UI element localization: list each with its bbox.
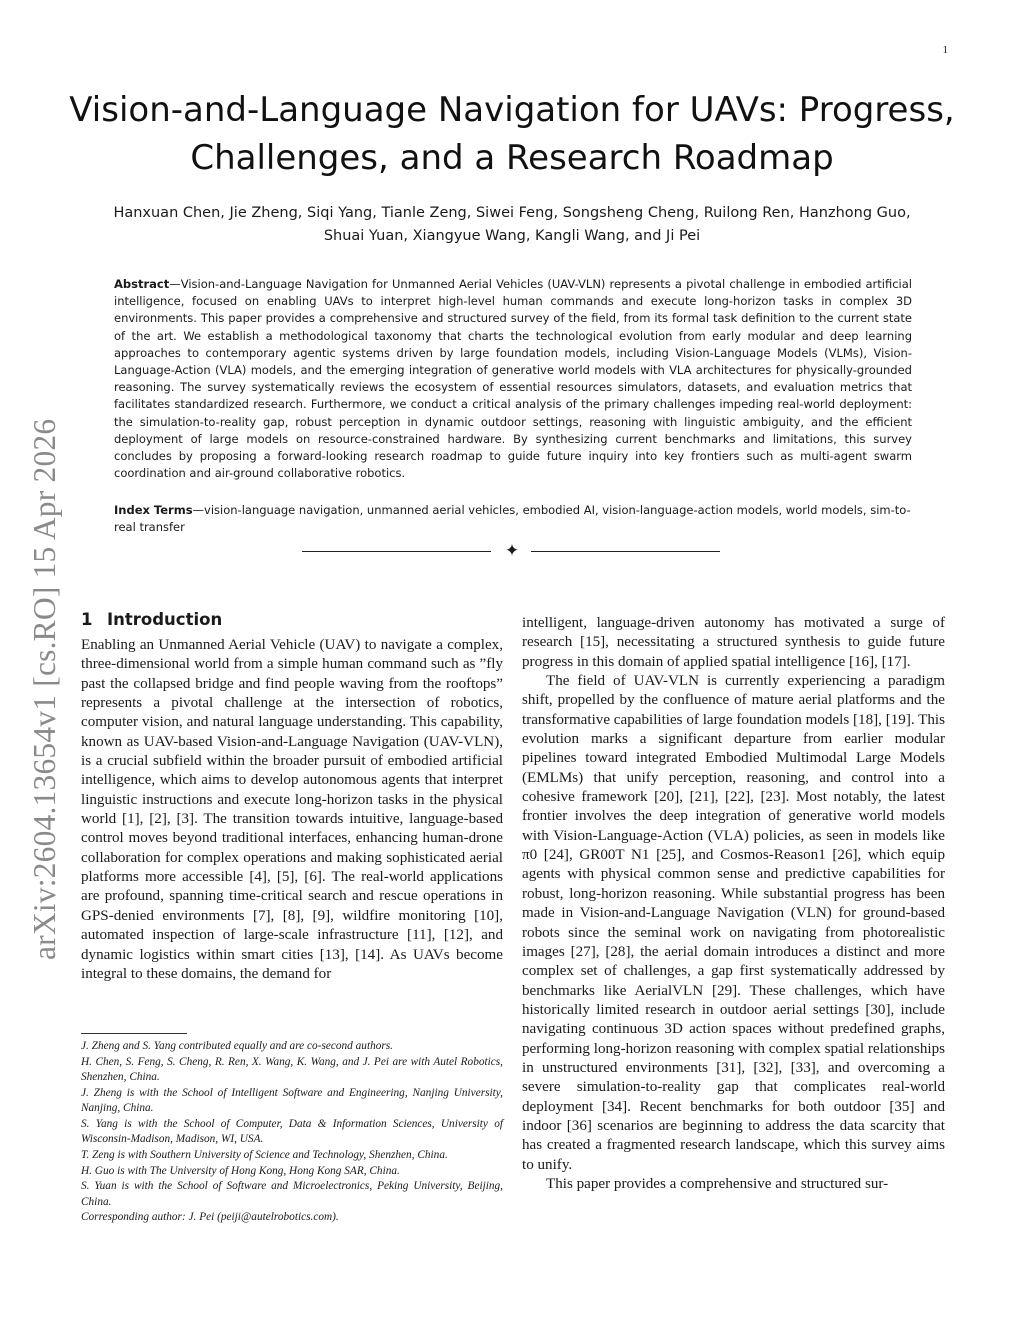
intro-column-right xyxy=(522,614,945,1194)
footnotes xyxy=(81,1039,503,1226)
page-number: 1 xyxy=(942,44,948,56)
footnote: H. Chen, S. Feng, S. Cheng, R. Ren, X. Wang, K. Wang, and J. Pei are with Autel Robotics, Shenzhen, China. xyxy=(81,1055,503,1083)
intro-paragraph-1: Enabling an Unmanned Aerial Vehicle (UAV) to navigate a complex, three-dimensional world from a simple human command such as ”fly past the collapsed bridge and find people waving from the rooftops” represents a pivotal challenge at the intersection of robotics, computer vision, and natural language understanding. This capability, known as UAV-based Vision-and-Language Navigation (UAV-VLN), is a crucial subfield within the broader pursuit of embodied artificial intelligence, which aims to develop autonomous agents that interpret linguistic instructions and execute long-horizon tasks in the physical world [1], [2], [3]. The transition towards intuitive, language-based control moves beyond traditional interfaces, enhancing human-drone collaboration for complex operations and making sophisticated aerial platforms more accessible [4], [5], [6]. The real-world applications are profound, spanning time-critical search and rescue operations in GPS-denied environments [7], [8], [9], wildfire monitoring [10], automated inspection of large-scale infrastructure [11], [12], and dynamic logistics within smart cities [13], [14]. As UAVs become integral to these domains, the demand for xyxy=(81,637,503,982)
section-number: 1 xyxy=(81,610,93,629)
intro-paragraph-2: The field of UAV-VLN is currently experiencing a paradigm shift, propelled by the confluence of mature aerial platforms and the transformative capabilities of large foundation models [18], [19]. This evolution marks a significant departure from earlier modular pipelines toward integrated Embodied Multimodal Large Models (EMLMs) that unify perception, reasoning, and control into a cohesive framework [20], [21], [22], [23]. Most notably, the latest frontier involves the deep integration of generative world models with Vision-Language-Action (VLA) policies, as seen in models like π0 [24], GR00T N1 [25], and Cosmos-Reason1 [26], which equip agents with physical common sense and predictive capabilities for robust, long-horizon reasoning. While substantial progress has been made in Vision-and-Language Navigation (VLN) for ground-based robots since the seminal work on navigating from photorealistic images [27], [28], the aerial domain introduces a distinct and more complex set of challenges, a gap first systematically addressed by benchmarks like AerialVLN [29]. These challenges, which have historically limited research in outdoor aerial settings [30], include navigating continuous 3D action spaces without predefined graphs, performing long-horizon reasoning with complex spatial relationships in unstructured environments [31], [32], [33], and overcoming a severe simulation-to-reality gap that complicates real-world deployment [34]. Recent benchmarks for both outdoor [35] and indoor [36] scenarios are beginning to address the data scarcity that has created a fragmented research landscape, which this survey aims to unify. xyxy=(522,673,945,1173)
footnote: J. Zheng and S. Yang contributed equally and are co-second authors. xyxy=(81,1040,393,1052)
author-list-line-1: Hanxuan Chen, Jie Zheng, Siqi Yang, Tianle Zeng, Siwei Feng, Songsheng Cheng, Ruilong Ren, Hanzhong Guo, xyxy=(113,205,911,221)
paper-title-line-2: Challenges, and a Research Roadmap xyxy=(190,138,834,178)
divider-rule-right xyxy=(531,551,720,552)
intro-paragraph-1-continued: intelligent, language-driven autonomy has motivated a surge of research [15], necessitating a structured synthesis to guide future progress in this domain of applied spatial intelligence [16], [17]. xyxy=(522,615,945,670)
intro-paragraph-3: This paper provides a comprehensive and structured sur- xyxy=(546,1175,889,1192)
abstract xyxy=(114,276,912,482)
footnote: Corresponding author: J. Pei (peiji@autelrobotics.com). xyxy=(81,1211,339,1224)
footnote: T. Zeng is with Southern University of Science and Technology, Shenzhen, China. xyxy=(81,1148,448,1161)
divider-diamond-icon: ✦ xyxy=(504,541,520,561)
arxiv-identifier-stamp: arXiv:2604.13654v1 [cs.RO] 15 Apr 2026 xyxy=(27,418,62,960)
divider-rule-left xyxy=(302,551,491,552)
author-list xyxy=(70,202,954,248)
footnote-rule xyxy=(81,1033,187,1034)
abstract-text: —Vision-and-Language Navigation for Unmanned Aerial Vehicles (UAV-VLN) represents a pivotal challenge in embodied artificial intelligence, focused on enabling UAVs to interpret high-level human commands and execute long-horizon tasks in complex 3D environments. This paper provides a comprehensive and structured survey of the field, from its formal task definition to the current state of the art. We establish a methodological taxonomy that charts the technological evolution from early modular and deep learning approaches to contemporary agentic systems driven by large foundation models, including Vision-Language Models (VLMs), Vision-Language-Action (VLA) models, and the emerging integration of generative world models with VLA architectures for physically-grounded reasoning. The survey systematically reviews the ecosystem of essential resources simulators, datasets, and evaluation metrics that facilitates standardized research. Furthermore, we conduct a critical analysis of the primary challenges impeding real-world deployment: the simulation-to-reality gap, robust perception in dynamic outdoor settings, reasoning with linguistic ambiguity, and the efficient deployment of large models on resource-constrained hardware. By synthesizing current benchmarks and limitations, this survey concludes by proposing a forward-looking research roadmap to guide future inquiry into key frontiers such as multi-agent swarm coordination and air-ground collaborative robotics. xyxy=(114,277,912,481)
index-terms-label: Index Terms xyxy=(114,503,193,517)
index-terms xyxy=(114,502,912,536)
footnote: J. Zheng is with the School of Intelligent Software and Engineering, Nanjing University, Nanjing, China. xyxy=(81,1086,503,1114)
section-heading xyxy=(81,610,222,629)
paper-title-line-1: Vision-and-Language Navigation for UAVs: Progress, xyxy=(69,90,955,130)
footnote: S. Yuan is with the School of Software and Microelectronics, Peking University, Beijing, China. xyxy=(81,1180,503,1208)
footnote: S. Yang is with the School of Computer, Data & Information Sciences, University of Wisconsin-Madison, Madison, WI, USA. xyxy=(81,1117,503,1145)
index-terms-text: —vision-language navigation, unmanned aerial vehicles, embodied AI, vision-language-action models, world models, sim-to-real transfer xyxy=(114,503,911,535)
footnote: H. Guo is with The University of Hong Kong, Hong Kong SAR, China. xyxy=(81,1164,400,1177)
section-title: Introduction xyxy=(107,610,223,629)
intro-column-left xyxy=(81,636,503,984)
author-list-line-2: Shuai Yuan, Xiangyue Wang, Kangli Wang, and Ji Pei xyxy=(323,228,701,244)
paper-title xyxy=(60,86,964,182)
abstract-label: Abstract xyxy=(114,277,170,291)
